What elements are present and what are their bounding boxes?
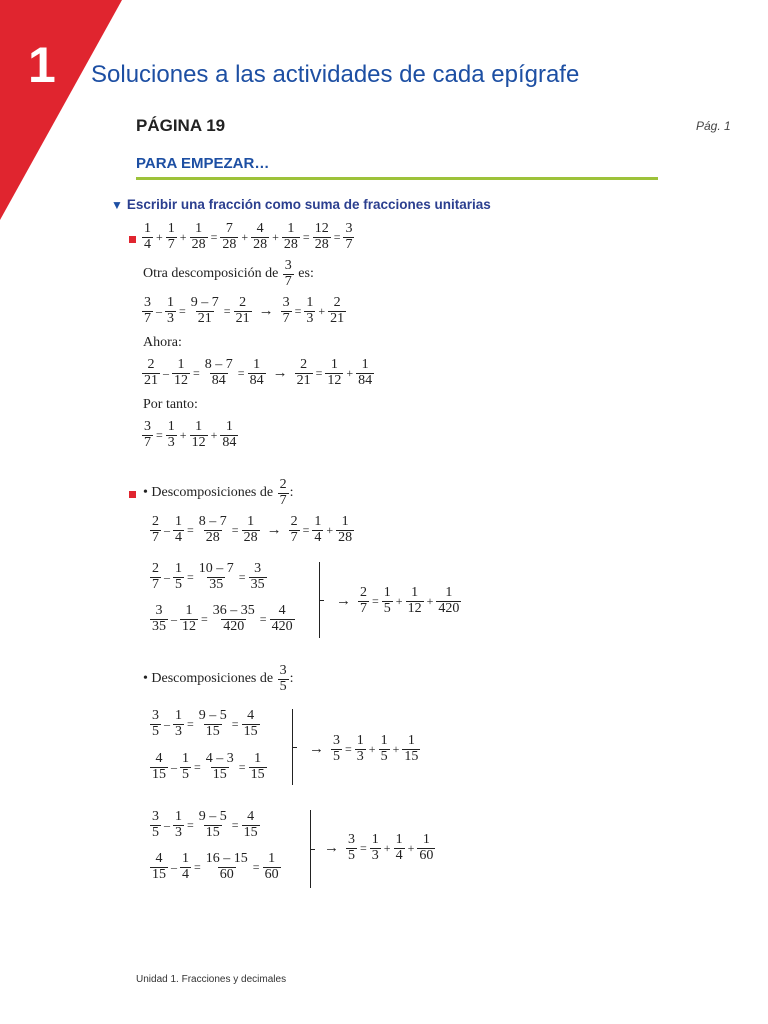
brace (284, 709, 293, 785)
triangle-icon: ▼ (111, 198, 123, 212)
equation-line: → $\frac{3}{5}$ = $\frac{1}{3}$ + $\frac{1}{5}$ + $\frac{1}{15}$ (309, 733, 419, 764)
text-colon: : (289, 671, 294, 687)
equation-line: 3 35 – $\frac{1}{12}$ = $\frac{36 - 35}{420}$ = $\frac{4}{420}$ (152, 603, 293, 634)
text-descomp: • Descomposiciones de (143, 671, 274, 687)
section-heading: PARA EMPEZAR… (136, 155, 270, 172)
equation-line: 2 7 – $\frac{1}{5}$ = $\frac{10 - 7}{35}$ = $\frac{3}{35}$ (152, 561, 265, 592)
equation-line: 2 21 – $\frac{1}{12}$ = $\frac{8 - 7}{84}$ = $\frac{1}{84}$ → $\frac{2}{21}$ = $\frac{1}{12}$ + $\frac{1}{84}$ (144, 357, 373, 388)
text-descomp: • Descomposiciones de (143, 485, 274, 501)
brace (311, 562, 320, 638)
text-otra: Otra descomposición de (143, 266, 279, 282)
subheading (111, 197, 491, 212)
equation-line: → $\frac{3}{5}$ = $\frac{1}{3}$ + $\frac{1}{4}$ + $\frac{1}{60}$ (324, 832, 434, 863)
equation-line: 1 4 + $\frac{1}{7}$ + $\frac{1}{28}$ = $\frac{7}{28}$ + $\frac{4}{28}$ + $\frac{1}{28}$ = $\frac{12}{28}$ = $\frac{3}{7}$ (144, 221, 353, 252)
unit-corner-banner (0, 0, 130, 230)
text-portanto: Por tanto: (143, 397, 198, 412)
equation-line: 3 7 – $\frac{1}{3}$ = $\frac{9 - 7}{21}$ = $\frac{2}{21}$ → $\frac{3}{7}$ = $\frac{1}{3}$ + $\frac{2}{21}$ (144, 295, 345, 326)
equation-line: $\frac{3}{7}$ = $\frac{1}{3}$ + $\frac{1}{12}$ + $\frac{1}{84}$ (144, 419, 237, 450)
equation-line: 3 5 – $\frac{1}{3}$ = $\frac{9 - 5}{15}$ = $\frac{4}{15}$ (152, 809, 258, 840)
brace (302, 810, 311, 888)
equation-line: 4 15 – $\frac{1}{5}$ = $\frac{4 - 3}{15}$ = $\frac{1}{15}$ (152, 751, 265, 782)
page-title: Soluciones a las actividades de cada epígrafe (91, 61, 580, 88)
page-label: PÁGINA 19 (136, 116, 226, 135)
text-line (143, 397, 198, 413)
equation-line: 4 15 – $\frac{1}{4}$ = $\frac{16 - 15}{60}$ = $\frac{1}{60}$ (152, 851, 279, 882)
text-colon: : (289, 485, 294, 501)
subheading-text: Escribir una fracción como suma de fracciones unitarias (126, 197, 491, 212)
equation-line: 3 5 – $\frac{1}{3}$ = $\frac{9 - 5}{15}$ = $\frac{4}{15}$ (152, 708, 258, 739)
bullet-icon (129, 236, 136, 243)
text-es: es: (298, 266, 314, 282)
bullet-icon (129, 491, 136, 498)
equation-line: 2 7 – $\frac{1}{4}$ = $\frac{8 - 7}{28}$ = $\frac{1}{28}$ → $\frac{2}{7}$ = $\frac{1}{4}$ + $\frac{1}{28}$ (152, 514, 353, 545)
text-line: • Descomposiciones de 2 7 : (143, 477, 294, 508)
unit-number: 1 (28, 37, 56, 93)
text-ahora: Ahora: (143, 335, 182, 350)
text-line (143, 335, 182, 351)
equation-line: → $\frac{2}{7}$ = $\frac{1}{5}$ + $\frac{1}{12}$ + $\frac{1}{420}$ (336, 585, 460, 616)
text-line: Otra descomposición de 3 7 es: (143, 258, 314, 289)
text-line: • Descomposiciones de 3 5 : (143, 663, 294, 694)
section-divider (136, 177, 658, 180)
page-reference: Pág. 1 (696, 119, 731, 133)
page-footer: Unidad 1. Fracciones y decimales (136, 974, 287, 985)
